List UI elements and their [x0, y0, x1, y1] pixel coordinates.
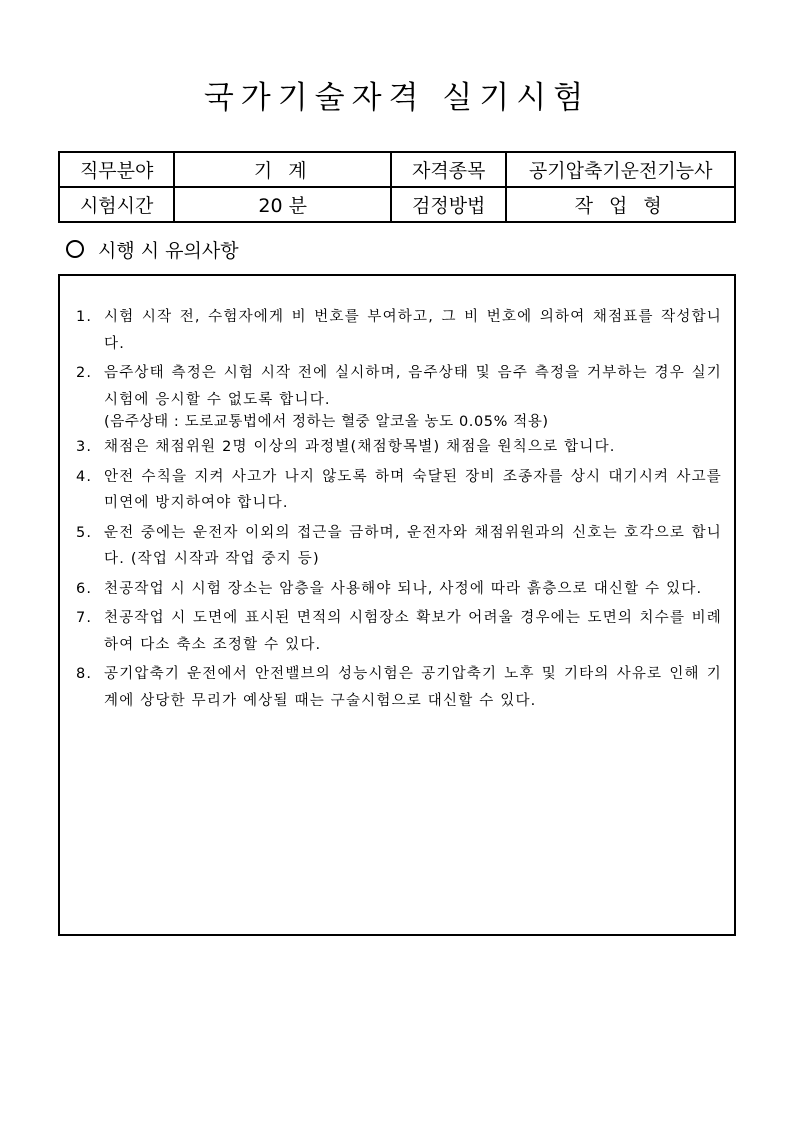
item-number: 3. — [76, 439, 93, 455]
notice-heading-text: 시행 시 유의사항 — [98, 240, 239, 262]
list-item — [76, 605, 722, 658]
list-item — [76, 520, 722, 573]
item-text: 천공작업 시 도면에 표시된 면적의 시험장소 확보가 어려울 경우에는 도면의 치수를 비례하여 다소 축소 조정할 수 있다. — [104, 610, 722, 653]
qualification-label: 자격종목 — [391, 152, 506, 187]
item-number: 8. — [76, 666, 93, 682]
exam-method-value: 작 업 형 — [506, 187, 735, 222]
document-title: 국가기술자격 실기시험 — [203, 80, 591, 116]
list-item — [76, 304, 722, 357]
instructions-box — [58, 274, 736, 936]
exam-info-table — [58, 151, 736, 223]
table-row — [59, 187, 735, 222]
item-text: 천공작업 시 시험 장소는 암층을 사용해야 되나, 사정에 따라 흙층으로 대신할 수 있다. — [104, 580, 703, 597]
circle-bullet-icon — [66, 240, 84, 258]
table-row — [59, 152, 735, 187]
item-subnote: (음주상태 : 도로교통법에서 정하는 혈중 알코올 농도 0.05% 적용) — [104, 414, 549, 430]
item-text: 안전 수칙을 지켜 사고가 나지 않도록 하며 숙달된 장비 조종자를 상시 대기시켜 사고를 미연에 방지하여야 합니다. — [104, 468, 722, 511]
item-text: 채점은 채점위원 2명 이상의 과정별(채점항목별) 채점을 원칙으로 합니다. — [104, 439, 616, 455]
item-text: 운전 중에는 운전자 이외의 접근을 금하며, 운전자와 채점위원과의 신호는 호각으로 합니다. (작업 시작과 작업 중지 등) — [104, 524, 722, 567]
list-item — [76, 576, 722, 603]
qualification-value: 공기압축기운전기능사 — [506, 152, 735, 187]
instructions-list — [60, 276, 734, 714]
list-item — [76, 434, 722, 461]
item-number: 7. — [76, 610, 93, 626]
item-text: 공기압축기 운전에서 안전밸브의 성능시험은 공기압축기 노후 및 기타의 사유로 인해 기계에 상당한 무리가 예상될 때는 구술시험으로 대신할 수 있다. — [104, 666, 722, 709]
item-text: 음주상태 측정은 시험 시작 전에 실시하며, 음주상태 및 음주 측정을 거부하는 경우 실기시험에 응시할 수 없도록 합니다. — [104, 365, 722, 408]
notice-heading — [66, 236, 239, 263]
exam-time-value: 20 분 — [174, 187, 391, 222]
exam-time-label: 시험시간 — [59, 187, 174, 222]
exam-method-label: 검정방법 — [391, 187, 506, 222]
job-field-value: 기 계 — [174, 152, 391, 187]
list-item — [76, 360, 722, 431]
item-number: 4. — [76, 468, 93, 485]
list-item — [76, 661, 722, 714]
item-number: 6. — [76, 580, 93, 597]
job-field-label: 직무분야 — [59, 152, 174, 187]
item-number: 2. — [76, 365, 93, 381]
item-number: 5. — [76, 524, 93, 541]
item-number: 1. — [76, 309, 93, 325]
item-text: 시험 시작 전, 수험자에게 비 번호를 부여하고, 그 비 번호에 의하여 채점표를 작성합니다. — [104, 309, 722, 352]
list-item — [76, 464, 722, 517]
